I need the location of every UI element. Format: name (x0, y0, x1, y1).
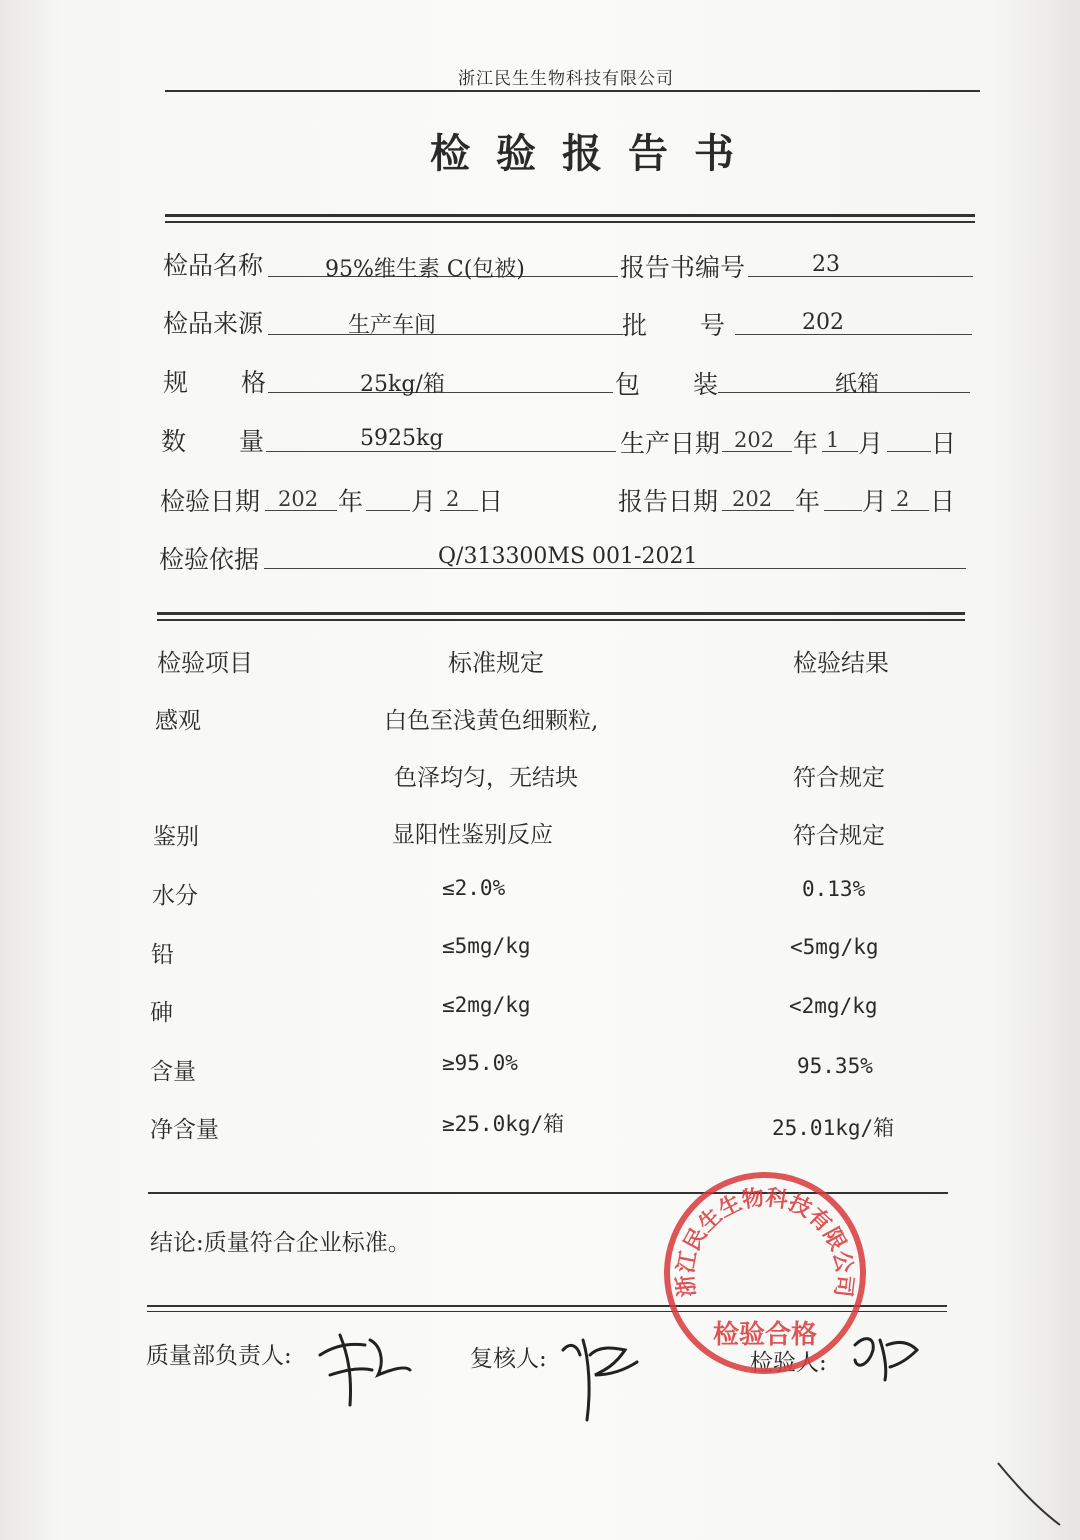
product-name-label: 检品名称 (163, 251, 264, 280)
basis-label: 检验依据 (159, 545, 260, 574)
row-identification-result: 符合规定 (793, 823, 885, 849)
row-sensory-standard-2: 色泽均匀，无结块 (394, 765, 578, 791)
source-underline (268, 334, 623, 335)
test-year-char: 年 (338, 487, 364, 516)
row-sensory-item: 感观 (155, 708, 201, 734)
report-no-label: 报告书编号 (620, 253, 746, 282)
report-no-underline (748, 276, 973, 277)
test-month-char: 月 (411, 487, 437, 516)
row-lead-item: 铅 (151, 942, 174, 968)
company-name: 浙江民生生物科技有限公司 (458, 69, 674, 89)
basis-value: Q/313300MS 001-2021 (438, 544, 698, 569)
batch-value: 202 (802, 310, 844, 335)
test-day-value: 2 (446, 487, 460, 511)
report-year-value: 202 (732, 487, 773, 511)
inspector-label: 检验人: (750, 1350, 827, 1376)
row-content-item: 含量 (150, 1059, 196, 1085)
batch-label: 批 号 (622, 311, 727, 340)
package-label: 包 装 (615, 370, 720, 399)
conclusion-text: 结论:质量符合企业标准。 (150, 1230, 411, 1256)
qa-head-signature (310, 1315, 430, 1425)
header-standard: 标准规定 (448, 649, 544, 677)
prod-day-char: 日 (931, 429, 957, 458)
row-identification-item: 鉴别 (153, 824, 199, 850)
prod-day-underline (887, 451, 931, 452)
row-lead-result: <5mg/kg (790, 935, 879, 959)
row-arsenic-standard: ≤2mg/kg (442, 993, 531, 1017)
test-year-value: 202 (278, 487, 319, 511)
inspection-seal (660, 1168, 870, 1378)
document-title: 检验报告书 (430, 130, 760, 177)
row-net-content-result: 25.01kg/箱 (772, 1116, 895, 1140)
prod-year-char: 年 (793, 429, 819, 458)
row-lead-standard: ≤5mg/kg (442, 934, 531, 958)
report-month-underline (824, 510, 862, 511)
prod-month-value: 1 (826, 428, 840, 452)
page-corner-mark (990, 1455, 1070, 1535)
batch-underline (735, 334, 972, 335)
row-content-standard: ≥95.0% (442, 1051, 518, 1075)
seal-center-text: 检验合格 (712, 1320, 818, 1350)
quantity-label: 数 量 (161, 427, 266, 456)
row-content-result: 95.35% (797, 1054, 873, 1078)
report-date-label: 报告日期 (618, 487, 719, 516)
divider-top-2 (165, 221, 975, 223)
quantity-underline (266, 451, 616, 452)
row-arsenic-result: <2mg/kg (789, 994, 878, 1018)
test-day-char: 日 (478, 487, 504, 516)
row-moisture-item: 水分 (152, 883, 198, 909)
reviewer-label: 复核人: (470, 1346, 547, 1372)
row-identification-standard: 显阳性鉴别反应 (392, 822, 553, 848)
spec-value: 25kg/箱 (360, 372, 445, 397)
report-day-char: 日 (930, 487, 956, 516)
production-date-label: 生产日期 (620, 429, 721, 458)
report-month-char: 月 (862, 487, 888, 516)
source-label: 检品来源 (163, 309, 264, 338)
row-sensory-standard-1: 白色至浅黄色细颗粒, (384, 708, 599, 734)
reviewer-signature (555, 1320, 645, 1430)
report-day-value: 2 (896, 487, 910, 511)
report-no-value: 23 (812, 252, 840, 277)
header-result: 检验结果 (793, 649, 889, 677)
row-arsenic-item: 砷 (150, 1000, 173, 1026)
quantity-value: 5925kg (360, 426, 444, 451)
report-year-char: 年 (795, 487, 821, 516)
test-date-label: 检验日期 (160, 487, 261, 516)
test-month-underline (366, 510, 410, 511)
product-name-value: 95%维生素 C(包被) (325, 257, 525, 282)
row-sensory-result: 符合规定 (793, 765, 885, 791)
prod-year-value: 202 (734, 428, 775, 452)
prod-month-char: 月 (858, 429, 884, 458)
divider-mid-1 (157, 612, 965, 615)
package-value: 纸箱 (835, 372, 880, 397)
header-item: 检验项目 (157, 649, 253, 677)
header-rule (165, 90, 980, 92)
divider-mid-2 (157, 619, 965, 621)
qa-head-label: 质量部负责人: (146, 1343, 292, 1369)
row-moisture-standard: ≤2.0% (442, 876, 506, 900)
divider-top-1 (165, 214, 975, 217)
spec-label: 规 格 (163, 368, 268, 397)
row-moisture-result: 0.13% (802, 877, 866, 901)
seal-ring-text: 浙江民生生物科技有限公司 (673, 1185, 857, 1299)
row-net-content-standard: ≥25.0kg/箱 (442, 1112, 565, 1136)
source-value: 生产车间 (348, 313, 437, 338)
row-net-content-item: 净含量 (150, 1117, 219, 1143)
